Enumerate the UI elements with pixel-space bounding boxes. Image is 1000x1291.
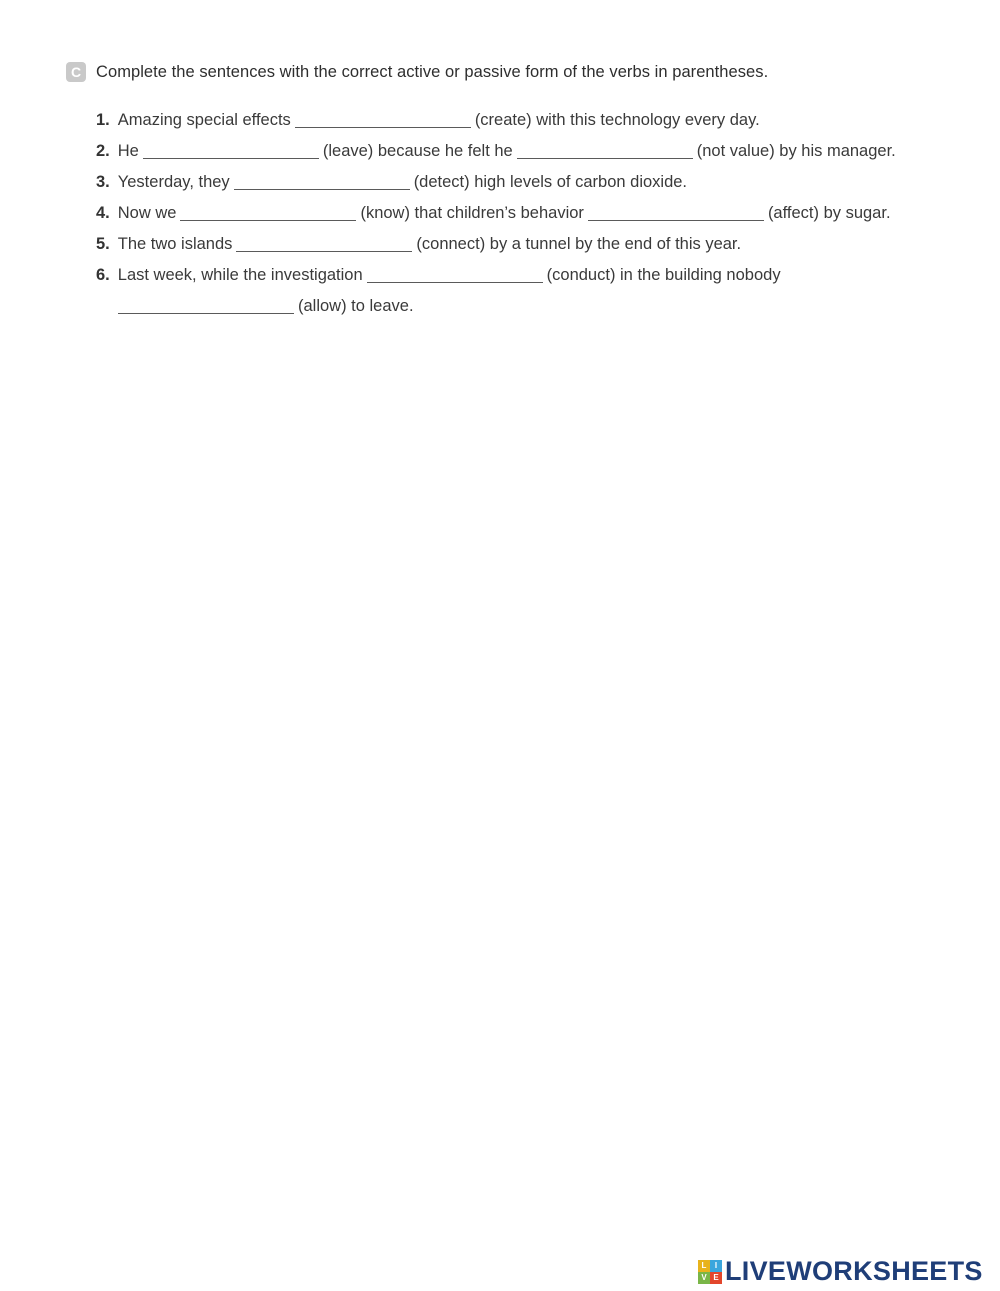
item-text: (connect) by a tunnel by the end of this year. [416,235,742,253]
logo-tile: V [698,1272,710,1284]
list-item [96,171,687,192]
list-item [96,264,781,285]
answer-blank[interactable] [588,202,764,221]
answer-blank[interactable] [143,140,319,159]
item-number: 3. [96,173,110,191]
exercise-instruction: Complete the sentences with the correct active or passive form of the verbs in parentheses. [96,62,769,81]
item-text: (not value) by his manager. [696,142,896,160]
item-text: The two islands [117,235,233,253]
list-item [96,202,891,223]
item-text: (allow) to leave. [298,297,414,315]
exercise-header [66,62,768,82]
item-text: (know) that children’s behavior [360,204,584,222]
answer-blank[interactable] [180,202,356,221]
answer-blank[interactable] [367,264,543,283]
exercise-letter-badge: C [66,62,86,82]
answer-blank[interactable] [517,140,693,159]
list-item [96,140,896,161]
item-number: 2. [96,142,110,160]
item-text: (create) with this technology every day. [474,111,760,129]
list-item [96,109,760,130]
item-text: Yesterday, they [117,173,230,191]
list-item-continuation [118,295,414,316]
item-text: (conduct) in the building nobody [546,266,781,284]
list-item [96,233,741,254]
item-number: 4. [96,204,110,222]
item-text: Now we [117,204,177,222]
item-text: He [117,142,139,160]
answer-blank[interactable] [236,233,412,252]
answer-blank[interactable] [118,295,294,314]
answer-blank[interactable] [295,109,471,128]
logo-tile: I [710,1260,722,1272]
item-text: Last week, while the investigation [117,266,363,284]
item-text: Amazing special effects [117,111,291,129]
logo-tiles-icon [698,1260,722,1284]
logo-tile: L [698,1260,710,1272]
liveworksheets-logo [698,1256,983,1287]
item-number: 6. [96,266,110,284]
item-text: (leave) because he felt he [322,142,513,160]
item-number: 5. [96,235,110,253]
answer-blank[interactable] [234,171,410,190]
item-text: (affect) by sugar. [767,204,891,222]
item-text: (detect) high levels of carbon dioxide. [413,173,688,191]
item-number: 1. [96,111,110,129]
logo-tile: E [710,1272,722,1284]
logo-text: LIVEWORKSHEETS [725,1256,983,1286]
